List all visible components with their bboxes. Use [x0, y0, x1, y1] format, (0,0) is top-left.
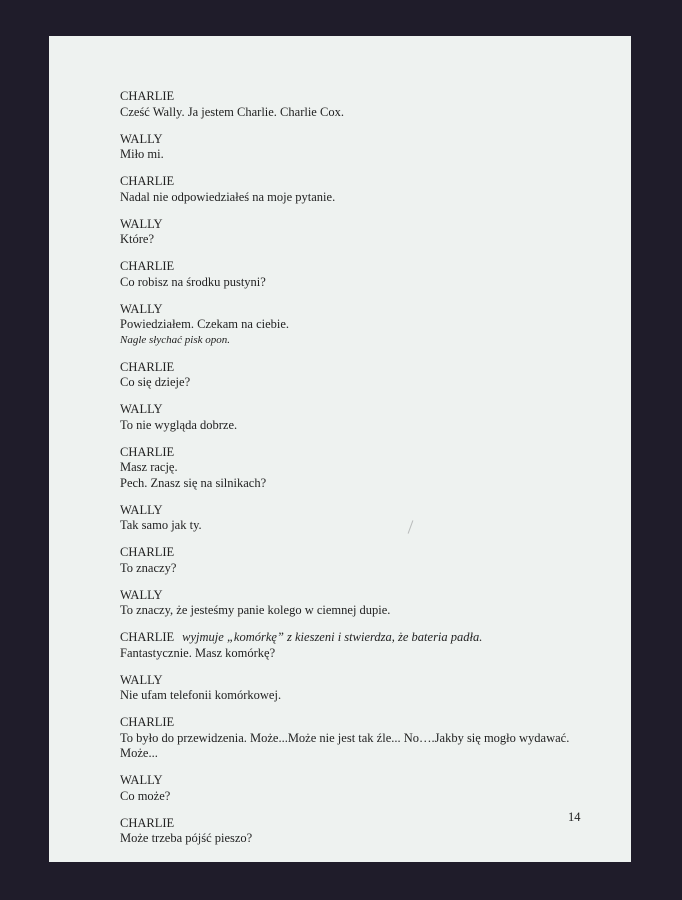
- speaker-name: CHARLIE: [120, 174, 175, 188]
- dialogue-block: [120, 402, 590, 433]
- dialogue-line: Fantastycznie. Masz komórkę?: [120, 645, 276, 660]
- script-body: [120, 89, 590, 858]
- dialogue-line: Może trzeba pójść pieszo?: [120, 831, 253, 845]
- dialogue-block: [120, 445, 590, 492]
- speaker-name: WALLY: [120, 773, 163, 787]
- dialogue-line: Co może?: [120, 788, 171, 803]
- dialogue-block: [120, 132, 590, 163]
- speaker-name: WALLY: [120, 216, 163, 231]
- dialogue-line: Nie ufam telefonii komórkowej.: [120, 688, 282, 702]
- dialogue-block: [120, 673, 590, 704]
- dialogue-block: [120, 773, 590, 804]
- dialogue-block: [120, 545, 590, 576]
- dialogue-block: [120, 302, 590, 349]
- speaker-name: CHARLIE: [120, 259, 175, 273]
- dialogue-line: Miło mi.: [120, 147, 164, 161]
- dialogue-block: [120, 630, 590, 661]
- dialogue-line: Co robisz na środku pustyni?: [120, 274, 266, 289]
- speaker-name-with-direction: [120, 630, 590, 646]
- dialogue-line: Pech. Znasz się na silnikach?: [120, 475, 267, 490]
- speaker-name: CHARLIE: [120, 715, 175, 729]
- dialogue-block: [120, 588, 590, 619]
- dialogue-block: [120, 360, 590, 391]
- dialogue-block: [120, 89, 590, 120]
- dialogue-block: [120, 174, 590, 205]
- speaker-name: WALLY: [120, 502, 163, 517]
- speaker-name: WALLY: [120, 131, 163, 146]
- speaker-name: CHARLIE: [120, 359, 175, 374]
- speaker-name: CHARLIE: [120, 444, 175, 459]
- dialogue-line: Może...: [120, 746, 158, 760]
- dialogue-line: To znaczy, że jesteśmy panie kolego w ciemnej dupie.: [120, 603, 391, 617]
- dialogue-block: [120, 217, 590, 248]
- dialogue-line: Cześć Wally. Ja jestem Charlie. Charlie Cox.: [120, 104, 344, 119]
- dialogue-line: To było do przewidzenia. Może...Może nie jest tak źle... No….Jakby się mogło wydawać.: [120, 730, 570, 745]
- dialogue-line: Masz rację.: [120, 460, 178, 474]
- dialogue-block: [120, 503, 590, 534]
- stage-direction: Nagle słychać pisk opon.: [120, 333, 230, 346]
- speaker-name: CHARLIE: [120, 630, 175, 644]
- speaker-name: WALLY: [120, 587, 163, 602]
- dialogue-line: Które?: [120, 232, 155, 246]
- dialogue-line: Tak samo jak ty.: [120, 518, 202, 532]
- speaker-name: WALLY: [120, 402, 163, 416]
- dialogue-line: Powiedziałem. Czekam na ciebie.: [120, 317, 290, 331]
- speaker-name: WALLY: [120, 672, 163, 687]
- stage-direction: wyjmuje „komórkę” z kieszeni i stwierdza, że bateria padła.: [182, 630, 483, 644]
- dialogue-line: To znaczy?: [120, 560, 177, 575]
- speaker-name: CHARLIE: [120, 89, 175, 103]
- dialogue-block: [120, 715, 590, 762]
- speaker-name: CHARLIE: [120, 545, 175, 559]
- dialogue-line: Co się dzieje?: [120, 375, 191, 389]
- dialogue-block: [120, 816, 590, 847]
- dialogue-block: [120, 259, 590, 290]
- speaker-name: WALLY: [120, 301, 163, 316]
- speaker-name: CHARLIE: [120, 815, 175, 830]
- page-number: 14: [568, 810, 581, 824]
- dialogue-line: Nadal nie odpowiedziałeś na moje pytanie.: [120, 189, 336, 204]
- dialogue-line: To nie wygląda dobrze.: [120, 417, 238, 432]
